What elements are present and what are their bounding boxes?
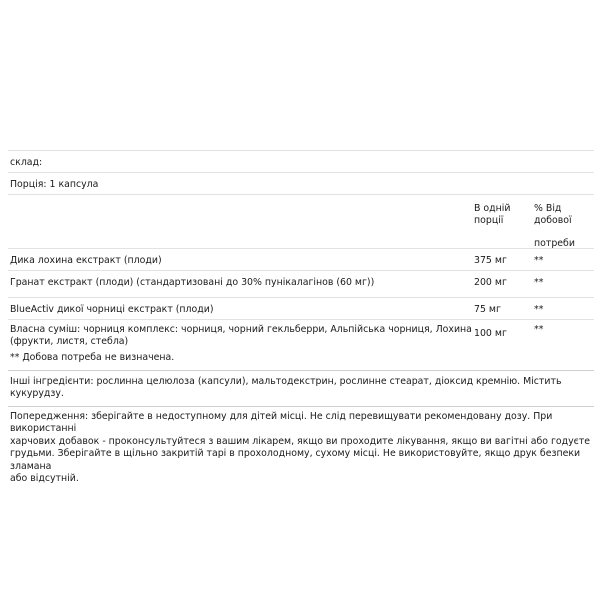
ingredient-amount: 375 мг (474, 255, 507, 266)
ingredient-amount: 100 мг (474, 328, 507, 339)
warning-line: Попередження: зберігайте в недоступному для дітей місці. Не слід перевищувати рекомендовану дозу. При використанні (10, 411, 553, 435)
serving-size: Порція: 1 капсула (10, 179, 99, 190)
supplement-facts-panel (8, 150, 594, 485)
ingredient-amount: 75 мг (474, 304, 501, 315)
header-amount-line1: В одній (474, 203, 511, 214)
ingredient-dv: ** (534, 255, 544, 266)
ingredient-row (8, 270, 594, 297)
section-label-row (8, 150, 594, 172)
ingredient-row (8, 297, 594, 319)
warning-line: харчових добавок - проконсультуйтеся з вашим лікарем, якщо ви проходите лікування, якщо ви вагітні або годуєте (10, 435, 591, 447)
footnote: ** Добова потреба не визначена. (10, 352, 175, 363)
warning-row (8, 406, 594, 485)
warning-line: або відсутній. (10, 473, 79, 485)
header-amount-line2: порції (474, 215, 504, 227)
warning-line: грудьми. Зберігайте в щільно закритій тарі в прохолодному, сухому місці. Не використовуйте, якщо друк безпеки зламана (10, 448, 581, 472)
table-header-row (8, 194, 594, 248)
serving-row (8, 172, 594, 194)
header-daily-value (534, 203, 594, 251)
ingredient-row (8, 319, 594, 348)
other-ingredients: Інші інгредієнти: рослинна целюлоза (капсули), мальтодекстрин, рослинне стеарат, діоксид кремнію. Містить кукурудзу. (10, 376, 562, 400)
header-amount (474, 203, 534, 227)
footnote-row (8, 348, 594, 370)
section-label: склад: (10, 157, 43, 168)
header-dv-line3: потреби (534, 238, 575, 250)
ingredient-dv: ** (534, 277, 544, 288)
ingredient-dv: ** (534, 324, 544, 335)
other-ingredients-row (8, 370, 594, 406)
ingredient-name (8, 324, 474, 348)
ingredient-name-line2: (фрукти, листя, стебла) (10, 336, 129, 348)
ingredient-name: Гранат екстракт (плоди) (стандартизовані до 30% пунікалагінов (60 мг)) (10, 277, 375, 288)
ingredient-row (8, 248, 594, 270)
ingredient-name: BlueActiv дикої чорниці екстракт (плоди) (10, 304, 214, 315)
ingredient-name: Дика лохина екстракт (плоди) (10, 255, 162, 266)
header-dv-line1: % Від (534, 203, 562, 214)
ingredient-amount: 200 мг (474, 277, 507, 288)
ingredient-dv: ** (534, 304, 544, 315)
warning-text (8, 411, 594, 485)
ingredient-name-line1: Власна суміш: чорниця комплекс: чорниця, чорний гекльберри, Альпійська чорниця, Лохина (10, 324, 472, 335)
header-dv-line2: добової (534, 215, 572, 227)
